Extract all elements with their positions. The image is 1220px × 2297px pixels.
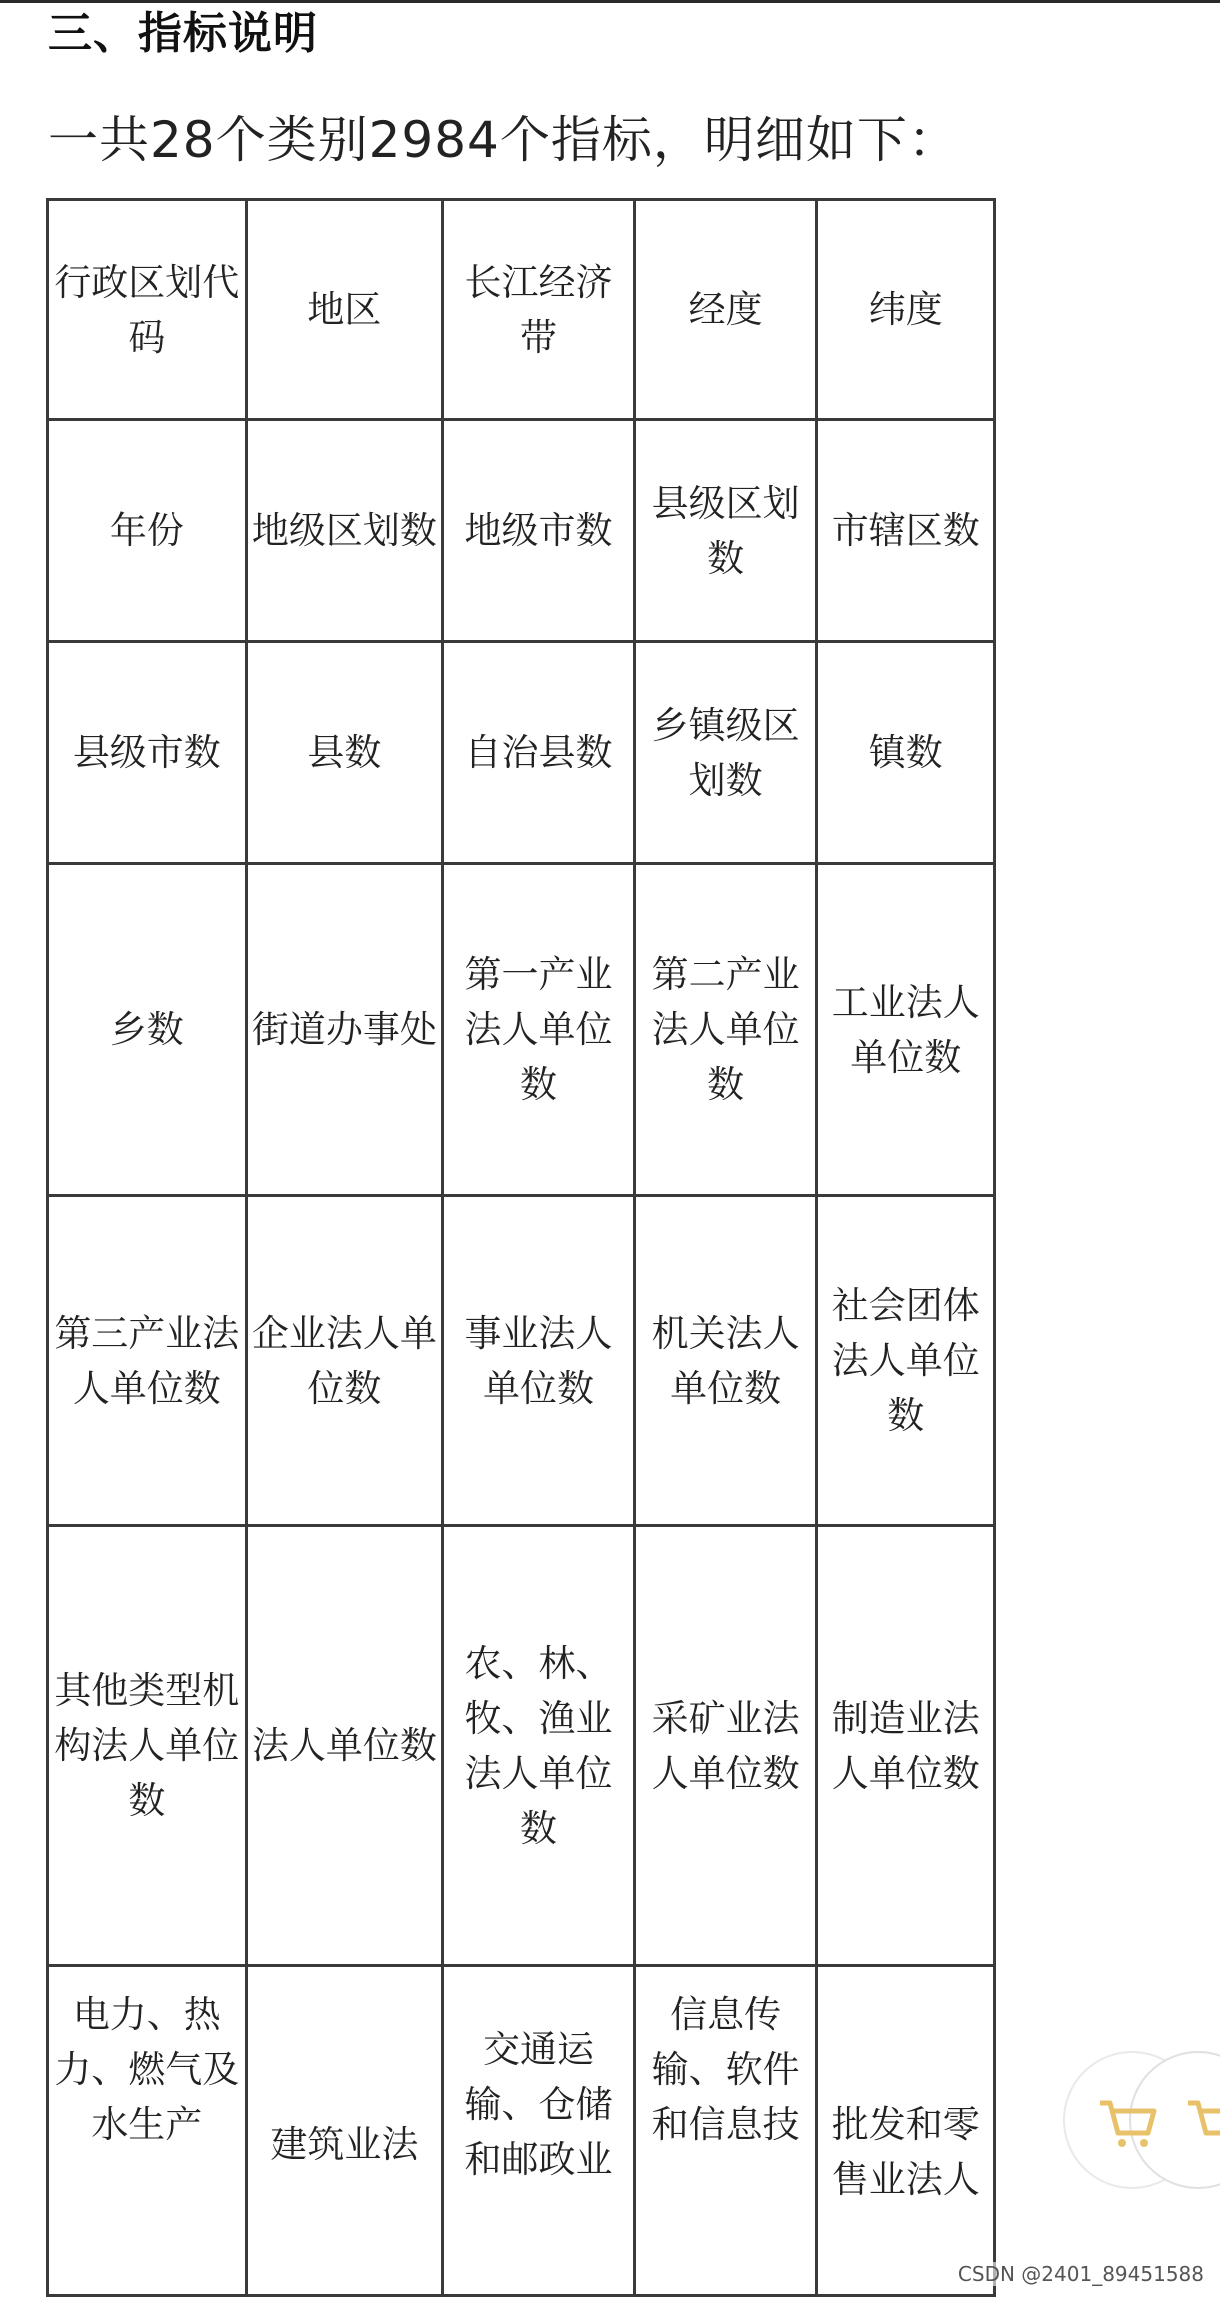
table-cell: 市辖区数	[817, 420, 995, 642]
indicator-table	[46, 198, 996, 2297]
table-cell: 县数	[246, 642, 443, 864]
table-cell: 事业法人单位数	[443, 1196, 635, 1526]
table-cell: 街道办事处	[246, 864, 443, 1196]
table-cell: 其他类型机构法人单位数	[48, 1526, 247, 1966]
table-cell: 镇数	[817, 642, 995, 864]
table-cell: 地级区划数	[246, 420, 443, 642]
table-row	[48, 642, 995, 864]
table-cell: 企业法人单位数	[246, 1196, 443, 1526]
table-cell: 交通运输、仓储和邮政业	[443, 1966, 635, 2296]
table-row	[48, 1966, 995, 2296]
table-cell: 自治县数	[443, 642, 635, 864]
table-cell: 县级市数	[48, 642, 247, 864]
table-cell: 长江经济带	[443, 200, 635, 420]
table-cell: 社会团体法人单位数	[817, 1196, 995, 1526]
table-row	[48, 864, 995, 1196]
table-cell: 第三产业法人单位数	[48, 1196, 247, 1526]
table-cell: 信息传输、软件和信息技	[634, 1966, 817, 2296]
table-cell: 年份	[48, 420, 247, 642]
table-row	[48, 200, 995, 420]
table-cell: 行政区划代码	[48, 200, 247, 420]
table-row	[48, 1196, 995, 1526]
table-cell: 第一产业法人单位数	[443, 864, 635, 1196]
table-cell: 地区	[246, 200, 443, 420]
table-cell: 农、林、牧、渔业法人单位数	[443, 1526, 635, 1966]
floating-cart-button[interactable]	[1060, 2045, 1220, 2195]
section-heading: 三、指标说明	[48, 8, 318, 59]
table-cell: 地级市数	[443, 420, 635, 642]
table-cell: 制造业法人单位数	[817, 1526, 995, 1966]
table-cell: 批发和零售业法人	[817, 1966, 995, 2296]
table-cell: 乡镇级区划数	[634, 642, 817, 864]
table-row	[48, 1526, 995, 1966]
table-cell: 采矿业法人单位数	[634, 1526, 817, 1966]
table-row	[48, 420, 995, 642]
table-cell: 乡数	[48, 864, 247, 1196]
table-cell: 第二产业法人单位数	[634, 864, 817, 1196]
table-cell: 经度	[634, 200, 817, 420]
table-cell: 工业法人单位数	[817, 864, 995, 1196]
table-cell: 建筑业法	[246, 1966, 443, 2296]
table-cell: 法人单位数	[246, 1526, 443, 1966]
table-cell: 电力、热力、燃气及水生产	[48, 1966, 247, 2296]
top-divider	[0, 0, 1220, 3]
cart-icon	[1060, 2045, 1220, 2195]
table-cell: 纬度	[817, 200, 995, 420]
intro-text: 一共28个类别2984个指标，明细如下：	[48, 111, 959, 169]
table-cell: 机关法人单位数	[634, 1196, 817, 1526]
table-cell: 县级区划数	[634, 420, 817, 642]
watermark: CSDN @2401_89451588	[957, 2262, 1204, 2286]
